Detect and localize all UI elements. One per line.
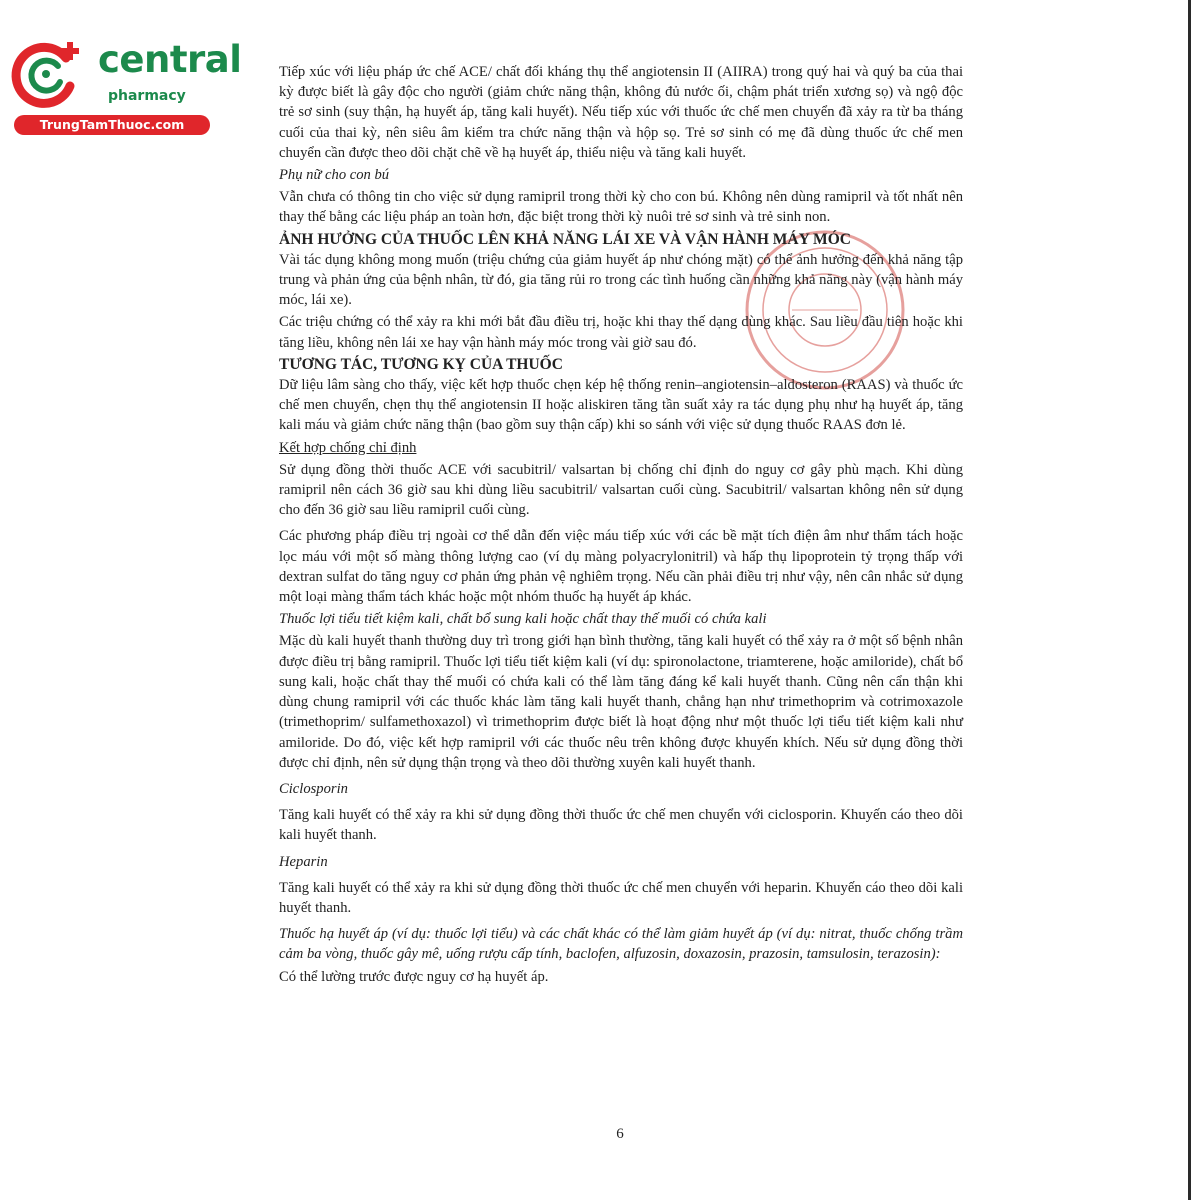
logo-website-badge[interactable]: TrungTamThuoc.com xyxy=(14,115,210,135)
subheading-antihypertensives: Thuốc hạ huyết áp (ví dụ: thuốc lợi tiểu) và các chất khác có thể làm giảm huyết áp (ví dụ: nitrat, thuốc chống trầm cảm ba vòng, thuốc gây mê, uống rượu cấp tính, baclofen, alfuzosin, doxazosin, prazosin, tamsulosin, terazosin): xyxy=(279,926,963,963)
paragraph-hyperkalaemia: Mặc dù kali huyết thanh thường duy trì trong giới hạn bình thường, tăng kali huyết có thể xảy ra ở một số bệnh nhân được điều trị bằng ramipril. Thuốc lợi tiểu tiết kiệm kali (ví dụ: spironolactone, triamterene, hoặc amiloride), chất bổ sung kali, hoặc chất thay thế muối có chứa kali có thể làm tăng đáng kể kali huyết thanh. Cũng nên cẩn thận khi dùng chung ramipril với các thuốc khác làm tăng kali huyết thanh, chẳng hạn như trimethoprim và cotrimoxazole (trimethoprim/ sulfamethoxazol) vì trimethoprim được biết là hoạt động như một thuốc lợi tiểu tiết kiệm kali như amiloride. Do đó, việc kết hợp ramipril với các thuốc nêu trên không được khuyến khích. Nếu sử dụng đồng thời được chỉ định, nên sử dụng thận trọng và theo dõi thường xuyên kali huyết thanh. xyxy=(279,633,963,771)
logo-brand-name: central xyxy=(98,38,242,81)
central-pharmacy-logo[interactable] xyxy=(10,36,242,136)
document-body xyxy=(279,62,963,987)
paragraph-ciclosporin: Tăng kali huyết có thể xảy ra khi sử dụng đồng thời thuốc ức chế men chuyển với ciclosporin. Khuyến cáo theo dõi kali huyết thanh. xyxy=(279,807,963,844)
paragraph-extracorporeal-treatments: Các phương pháp điều trị ngoài cơ thể dẫn đến việc máu tiếp xúc với các bề mặt tích điện âm như thẩm tách hoặc lọc máu với một số màng thông lượng cao (ví dụ màng polyacrylonitril) và hấp thụ lipoprotein tỷ trọng thấp với dextran sulfat do tăng nguy cơ phản ứng phản vệ nghiêm trọng. Nếu cần phải điều trị như vậy, nên cân nhắc sử dụng một loại màng thẩm tách khác hoặc một nhóm thuốc hạ huyết áp khác. xyxy=(279,528,963,606)
subheading-ciclosporin: Ciclosporin xyxy=(279,780,348,797)
subheading-breastfeeding: Phụ nữ cho con bú xyxy=(279,167,390,184)
heading-driving-machinery: ẢNH HƯỞNG CỦA THUỐC LÊN KHẢ NĂNG LÁI XE VÀ VẬN HÀNH MÁY MÓC xyxy=(279,230,851,248)
paragraph-symptoms-start: Các triệu chứng có thể xảy ra khi mới bắt đầu điều trị, hoặc khi thay thế dạng dùng khác. Sau liều đầu tiên hoặc khi tăng liều, không nên lái xe hay vận hành máy móc trong vài giờ sau đó. xyxy=(279,314,963,351)
paragraph-breastfeeding: Vẫn chưa có thông tin cho việc sử dụng ramipril trong thời kỳ cho con bú. Không nên dùng ramipril và tốt nhất nên thay thế bằng các liệu pháp an toàn hơn, đặc biệt trong thời kỳ nuôi trẻ sơ sinh và trẻ sinh non. xyxy=(279,189,963,226)
subheading-contraindicated-combination: Kết hợp chống chỉ định xyxy=(279,439,417,456)
paragraph-side-effects-driving: Vài tác dụng không mong muốn (triệu chứng của giảm huyết áp như chóng mặt) có thể ảnh hưởng đến khả năng tập trung và phản ứng của bệnh nhân, từ đó, gia tăng rủi ro trong các tình huống cần những khả năng này (vận hành máy móc, lái xe). xyxy=(279,251,963,309)
paragraph-sacubitril-valsartan: Sử dụng đồng thời thuốc ACE với sacubitril/ valsartan bị chống chỉ định do nguy cơ gây phù mạch. Khi dùng ramipril nên cách 36 giờ sau khi dùng liều sacubitril/ valsartan cuối cùng. Sacubitril/ valsartan không nên sử dụng cho đến 36 giờ sau liều ramipril cuối cùng. xyxy=(279,461,963,519)
subheading-heparin: Heparin xyxy=(279,853,328,870)
paragraph-heparin: Tăng kali huyết có thể xảy ra khi sử dụng đồng thời thuốc ức chế men chuyển với heparin. Khuyến cáo theo dõi kali huyết thanh. xyxy=(279,879,963,916)
paragraph-pregnancy-exposure: Tiếp xúc với liệu pháp ức chế ACE/ chất đối kháng thụ thể angiotensin II (AIIRA) trong quý hai và quý ba của thai kỳ được biết là gây độc cho người (giảm chức năng thận, không đủ nước ối, chậm phát triển xương sọ) và ngộ độc trẻ sơ sinh (suy thận, hạ huyết áp, tăng kali huyết). Nếu tiếp xúc với thuốc ức chế men chuyển đã xảy ra từ ba tháng cuối của thai kỳ, nên siêu âm kiểm tra chức năng thận và hộp sọ. Trẻ sơ sinh có mẹ đã dùng thuốc ức chế men chuyển cần được theo dõi chặt chẽ về hạ huyết áp, thiểu niệu và tăng kali huyết. xyxy=(279,64,963,161)
subheading-potassium-sparing: Thuốc lợi tiểu tiết kiệm kali, chất bổ sung kali hoặc chất thay thế muối có chứa kali xyxy=(279,611,767,628)
logo-brand-sub: pharmacy xyxy=(108,88,186,104)
pharmacy-logo-icon xyxy=(10,36,92,114)
paragraph-raas-blockade: Dữ liệu lâm sàng cho thấy, việc kết hợp thuốc chẹn kép hệ thống renin–angiotensin–aldosteron (RAAS) và thuốc ức chế men chuyển, chẹn thụ thể angiotensin II hoặc aliskiren tăng tần suất xảy ra tác dụng phụ như hạ huyết áp, tăng kali máu và giảm chức năng thận (bao gồm suy thận cấp) khi so sánh với việc sử dụng thuốc RAAS đơn lẻ. xyxy=(279,377,963,434)
page-edge-line xyxy=(1188,0,1191,1200)
heading-drug-interactions: TƯƠNG TÁC, TƯƠNG KỴ CỦA THUỐC xyxy=(279,355,563,373)
page-number: 6 xyxy=(616,1126,624,1142)
paragraph-hypotension-risk: Có thể lường trước được nguy cơ hạ huyết áp. xyxy=(279,968,549,985)
